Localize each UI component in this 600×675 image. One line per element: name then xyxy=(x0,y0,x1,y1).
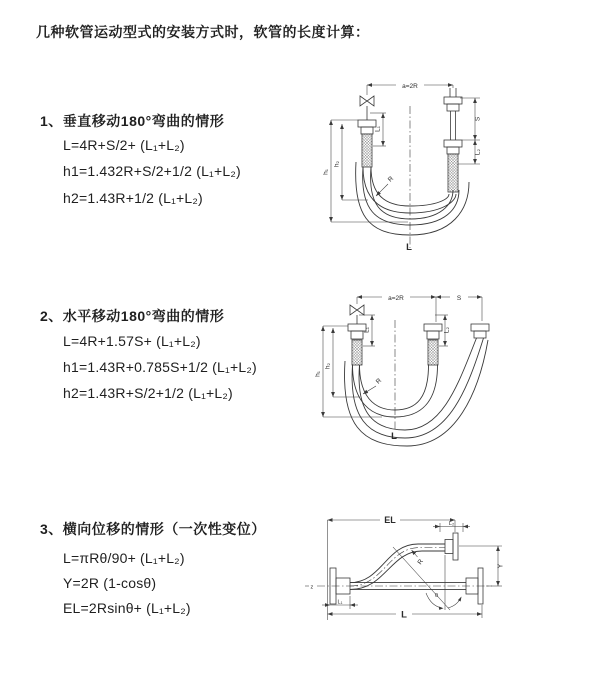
dim-label-l: L xyxy=(391,431,397,442)
dim-label-s: S xyxy=(474,116,482,122)
dim-label-h1: h₁ xyxy=(314,371,322,377)
dim-a2r xyxy=(367,83,453,95)
section-2-heading: 2、水平移动180°弯曲的情形 xyxy=(40,308,225,324)
dim-a2r xyxy=(357,295,436,302)
section-2-formula-h2: h2=1.43R+S/2+1/2 (L₁+L₂) xyxy=(63,385,233,401)
right-pipe xyxy=(444,88,462,192)
section-1-heading: 1、垂直移动180°弯曲的情形 xyxy=(40,113,225,129)
dim-h2 xyxy=(334,124,369,200)
dim-label-theta: θ xyxy=(435,593,439,599)
dim-l xyxy=(328,605,483,621)
dim-label-l1: L₁ xyxy=(363,327,371,333)
braid-hatch xyxy=(352,340,362,365)
section-3-formula-EL: EL=2Rsinθ+ (L₁+L₂) xyxy=(63,600,191,616)
section-3-heading: 3、横向位移的情形（一次性变位） xyxy=(40,521,266,537)
section-3-formula-Y: Y=2R (1-cosθ) xyxy=(63,575,157,591)
dim-s xyxy=(460,98,482,140)
dim-label-l: L xyxy=(401,609,407,621)
valve-icon xyxy=(350,305,364,324)
dim-label-r: R xyxy=(374,377,384,386)
dim-label-el: EL xyxy=(384,515,396,525)
dim-label-a2r: a=2R xyxy=(402,82,418,90)
dim-label-l2: L₂ xyxy=(443,326,451,334)
dim-l2 xyxy=(435,315,451,346)
dim-label-l1: L₁ xyxy=(374,126,382,132)
section-2-formula-L: L=4R+1.57S+ (L₁+L₂) xyxy=(63,333,201,349)
middle-pipe xyxy=(424,324,442,365)
dim-label-y: Y xyxy=(497,563,505,569)
section-1-formula-h1: h1=1.432R+S/2+1/2 (L₁+L₂) xyxy=(63,163,241,179)
section-2-formula-h1: h1=1.43R+0.785S+1/2 (L₁+L₂) xyxy=(63,359,257,375)
section-1-formula-h2: h2=1.43R+1/2 (L₁+L₂) xyxy=(63,190,203,206)
dim-label-s: S xyxy=(456,294,462,302)
dim-s xyxy=(436,295,482,302)
dim-label-r: R xyxy=(386,175,396,184)
dim-label-l2: L₂ xyxy=(448,521,455,527)
braid-hatch xyxy=(448,154,458,192)
dim-el xyxy=(328,515,456,620)
right-pipe xyxy=(471,324,489,338)
braid-hatch xyxy=(428,340,438,365)
dim-label-a2r: a=2R xyxy=(388,294,404,302)
dim-label-h2: h₂ xyxy=(324,362,332,370)
dim-label-l2: L₂ xyxy=(474,148,482,156)
section-3-formula-L: L=πRθ/90+ (L₁+L₂) xyxy=(63,550,185,566)
braid-hatch xyxy=(362,134,372,167)
left-pipe xyxy=(358,120,376,167)
dim-h1 xyxy=(323,120,409,222)
section-1-formula-L: L=4R+S/2+ (L₁+L₂) xyxy=(63,137,185,153)
diagram-vertical-180-bend xyxy=(312,72,592,264)
diagram-horizontal-180-bend xyxy=(310,282,595,454)
dim-label-l1: L₁ xyxy=(337,599,343,606)
dim-l2 xyxy=(458,140,482,164)
diagram-lateral-displacement xyxy=(300,498,598,648)
upper-flange xyxy=(445,533,458,560)
dim-label-h1: h₁ xyxy=(322,169,330,175)
dim-label-r: R xyxy=(416,558,425,567)
valve-icon xyxy=(360,96,374,120)
page-title: 几种软管运动型式的安装方式时，软管的长度计算： xyxy=(36,24,370,40)
centerline-z-mark: z xyxy=(310,584,314,591)
dim-label-h2: h₂ xyxy=(333,160,341,168)
dim-label-l: L xyxy=(406,242,412,253)
